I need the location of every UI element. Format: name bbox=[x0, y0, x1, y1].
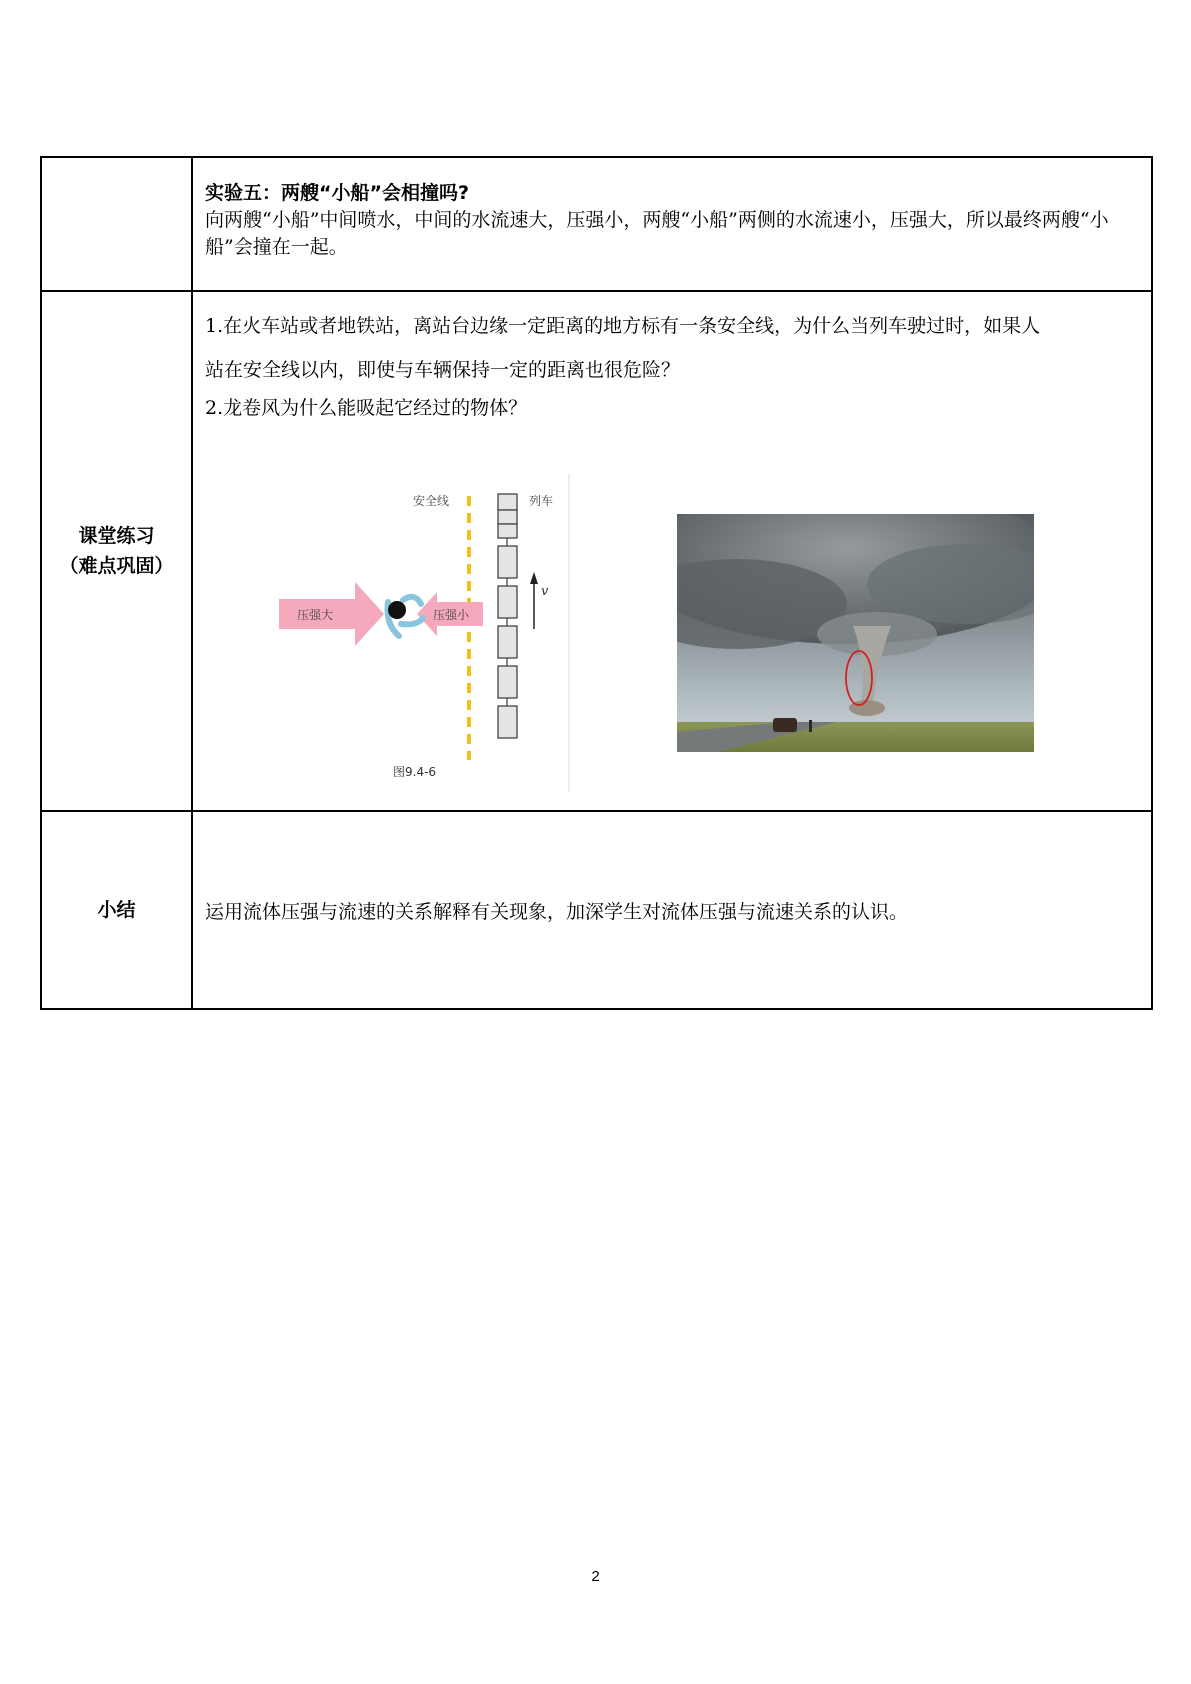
lesson-table bbox=[40, 156, 1153, 1010]
table-row bbox=[41, 157, 1152, 291]
summary-label-cell bbox=[41, 811, 192, 1009]
tornado-photo bbox=[677, 514, 1034, 752]
question-1-line-2: 站在安全线以内，即使与车辆保持一定的距离也很危险？ bbox=[205, 359, 681, 381]
velocity-label: v bbox=[541, 584, 549, 599]
summary-label: 小结 bbox=[97, 899, 136, 921]
safety-line-label: 安全线 bbox=[413, 494, 450, 508]
figures-area bbox=[205, 474, 1139, 794]
experiment-body: 向两艘“小船”中间喷水，中间的水流速大，压强小，两艘“小船”两侧的水流速小，压强大，所以最终两艘“小船”会撞在一起。 bbox=[205, 209, 1109, 258]
experiment-cell bbox=[192, 157, 1152, 291]
practice-cell bbox=[192, 291, 1152, 811]
train-label: 列车 bbox=[529, 494, 554, 508]
table-row bbox=[41, 291, 1152, 811]
practice-sublabel: （难点巩固） bbox=[59, 555, 174, 577]
low-pressure-label: 压强小 bbox=[433, 608, 470, 622]
practice-label: 课堂练习 bbox=[78, 525, 155, 547]
table-row bbox=[41, 811, 1152, 1009]
empty-label-cell bbox=[41, 157, 192, 291]
page-number: 2 bbox=[591, 1568, 600, 1585]
experiment-title: 实验五：两艘“小船”会相撞吗? bbox=[205, 182, 469, 204]
question-1-line-1: 1.在火车站或者地铁站，离站台边缘一定距离的地方标有一条安全线，为什么当列车驶过时，如果人 bbox=[205, 315, 1041, 337]
train-safety-diagram bbox=[275, 474, 575, 794]
question-2: 2.龙卷风为什么能吸起它经过的物体？ bbox=[205, 397, 528, 419]
figure-caption: 图9.4-6 bbox=[393, 765, 437, 779]
summary-text: 运用流体压强与流速的关系解释有关现象，加深学生对流体压强与流速关系的认识。 bbox=[205, 900, 909, 923]
high-pressure-label: 压强大 bbox=[297, 608, 334, 622]
practice-label-cell bbox=[41, 291, 192, 811]
summary-cell bbox=[192, 811, 1152, 1009]
